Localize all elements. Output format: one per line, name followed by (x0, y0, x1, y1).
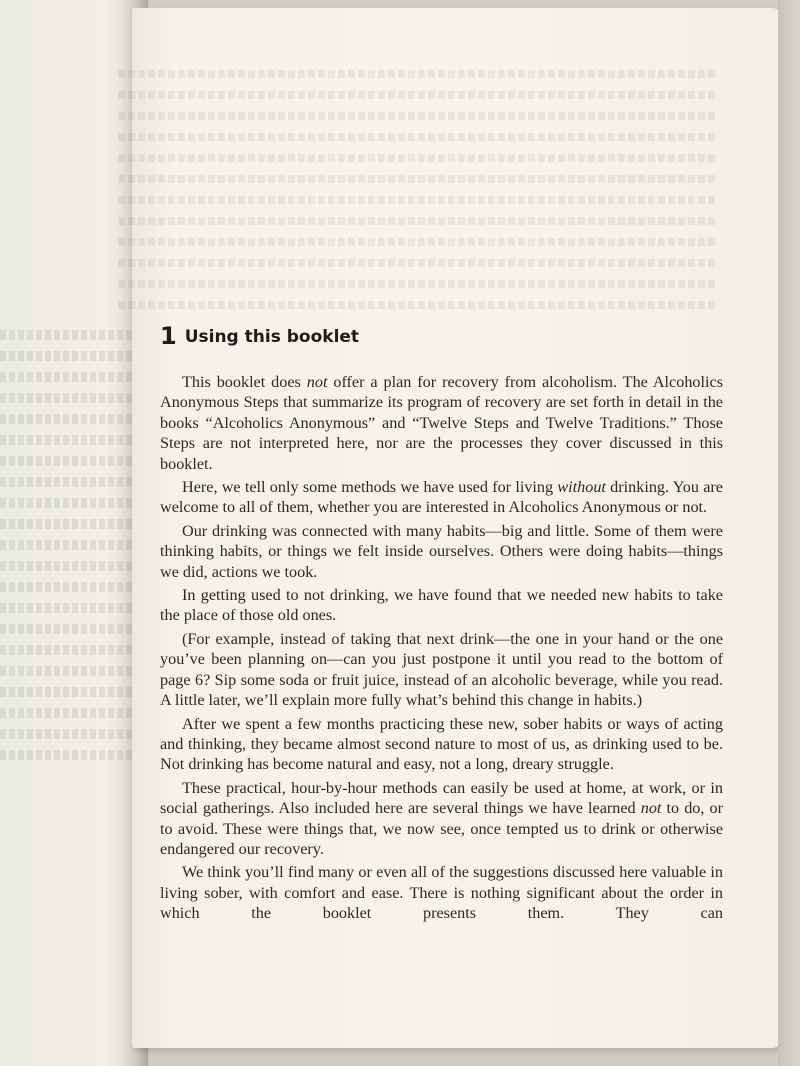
section-title: Using this booklet (184, 327, 360, 347)
page-edge (778, 0, 800, 1066)
show-through-line (118, 70, 718, 78)
emphasis-text: without (557, 478, 606, 497)
text-run: offer a plan for recovery from alcoholism. The Alcoholics Anonymous Steps that summarize its program of recovery are set forth in detail in the books “Alcoholics Anonymous” and “Twelve Steps and Twelve Traditions.” Those Steps are not interpreted here, nor are the processes they cover discussed in this booklet. (160, 373, 723, 473)
text-run: In getting used to not drinking, we have found that we needed new habits to take the place of those old ones. (160, 586, 723, 625)
paragraph (160, 372, 723, 474)
show-through-line (118, 91, 718, 99)
paragraph (160, 521, 723, 582)
text-run: Our drinking was connected with many habits—big and little. Some of them were thinking habits, or things we felt inside ourselves. Others were doing habits—things we did, actions we took. (160, 521, 723, 581)
show-through-line (118, 133, 718, 141)
show-through-line (118, 112, 718, 120)
paragraph (160, 714, 723, 775)
show-through-line (118, 259, 718, 267)
show-through-line (118, 196, 718, 204)
text-run: to do, or to avoid. These were things that, we now see, once tempted us to drink or otherwise endangered our recovery. (160, 799, 723, 858)
show-through-line (118, 238, 718, 246)
show-through-line (118, 301, 718, 309)
text-run: These practical, hour-by-hour methods can easily be used at home, at work, or in social gatherings. Also included here are several things we have learned (160, 778, 723, 818)
paragraph (160, 585, 723, 626)
show-through-line (118, 175, 718, 183)
body-text (160, 372, 723, 927)
show-through-line (118, 217, 718, 225)
paragraph (160, 778, 723, 860)
text-run: After we spent a few months practicing these new, sober habits or ways of acting and thinking, they became almost second nature to most of us, as drinking used to be. Not drinking has become natural and easy, not a long, dreary struggle. (160, 714, 723, 774)
paragraph (160, 629, 723, 711)
text-run: Here, we tell only some methods we have used for living (182, 478, 558, 497)
paragraph (160, 862, 723, 923)
section-heading (160, 322, 359, 350)
emphasis-text: not (306, 373, 328, 391)
text-run: drinking. You are welcome to all of them, whether you are interested in Alcoholics Anonymous or not. (160, 478, 723, 517)
text-run: We think you’ll find many or even all of the suggestions discussed here valuable in living sober, with comfort and ease. There is nothing significant about the order in which the booklet presents them. They can (160, 863, 723, 923)
show-through-line (118, 280, 718, 288)
text-run: (For example, instead of taking that next drink—the one in your hand or the one you’ve been planning on—can you just postpone it until you read to the bottom of page 6? Sip some soda or fruit juice, instead of an alcoholic beverage, while you read. A little later, we’ll explain more fully what’s behind this change in habits.) (160, 629, 723, 710)
show-through-line (118, 154, 718, 162)
section-number: 1 (160, 322, 177, 350)
emphasis-text: not (640, 799, 662, 818)
paragraph (160, 477, 723, 518)
text-run: This booklet does (182, 373, 307, 391)
